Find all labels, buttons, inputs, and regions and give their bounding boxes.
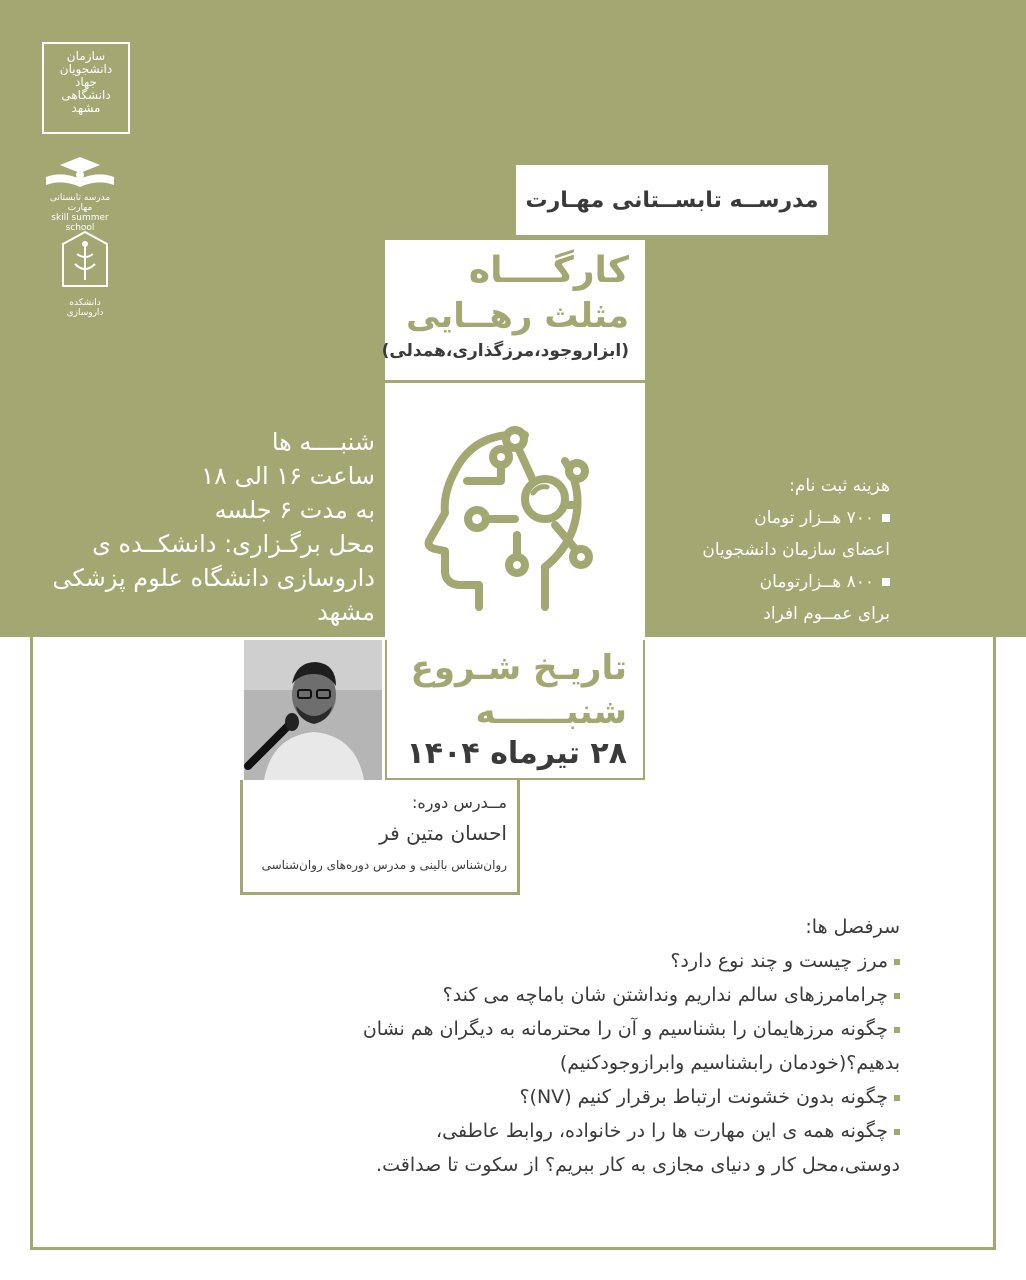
teacher-photo <box>244 640 382 780</box>
topic-text: مرز چیست و چند نوع دارد؟ <box>670 950 888 972</box>
teacher-role: روان‌شناس بالینی و مدرس دوره‌های روان‌شناسی <box>261 858 507 872</box>
org-logo-line: مشهد <box>71 101 101 115</box>
schedule-line: به مدت ۶ جلسه <box>214 496 375 524</box>
topic-item <box>360 1012 900 1080</box>
fee-audience: اعضای سازمان دانشجویان <box>702 540 890 560</box>
teacher-box <box>240 780 520 895</box>
summer-school-caption-en: skill summer school <box>51 213 109 233</box>
faculty-caption: دانشکده داروسازی <box>66 298 104 318</box>
teacher-label: مــدرس دوره: <box>411 793 507 812</box>
bullet-icon <box>882 578 890 586</box>
start-label: تاریـخ شـروع <box>410 648 627 688</box>
teacher-name: احسان متین فر <box>379 821 507 845</box>
bullet-icon <box>894 959 900 965</box>
bullet-icon <box>894 1095 900 1101</box>
workshop-box <box>381 240 645 380</box>
fee-amount-text: ۸۰۰ هــزارتومان <box>759 572 874 592</box>
bullet-icon <box>894 993 900 999</box>
summer-school-logo <box>40 155 120 233</box>
school-title-box <box>516 165 828 235</box>
university-emblem-icon <box>57 230 113 290</box>
topic-item <box>360 944 900 978</box>
schedule-line: محل برگـزاری: دانشکــده ی <box>92 530 375 558</box>
fee-audience: برای عمــوم افراد <box>763 604 890 624</box>
fee-amount-text: ۷۰۰ هــزار تومان <box>754 508 874 528</box>
schedule-line: داروسازی دانشگاه علوم پزشکی <box>52 564 375 592</box>
summer-school-caption: مدرسه تابستانی مهارت <box>49 193 111 213</box>
topics-title: سرفصل ها: <box>805 916 900 938</box>
bullet-icon <box>894 1027 900 1033</box>
faculty-logo <box>50 230 120 320</box>
schedule-block <box>40 425 375 629</box>
workshop-label: کارگــــاه <box>468 250 629 291</box>
workshop-title: مثلث رهــایی <box>406 296 629 336</box>
fees-title: هزینه ثبت نام: <box>789 476 890 496</box>
org-logo <box>42 42 130 134</box>
org-logo-line: دانشگاهی <box>61 88 111 102</box>
topic-text: چگونه همه ی این مهارت ها را در خانواده، روابط عاطفی، دوستی،محل کار و دنیای مجازی به کار ببریم؟ از سکوت تا صداقت. <box>376 1120 900 1176</box>
topic-text: چگونه بدون خشونت ارتباط برقرار کنیم (NV)؟ <box>519 1086 888 1108</box>
org-logo-line: دانشجویان <box>59 62 113 76</box>
person-icon <box>244 640 382 780</box>
topic-text: چرامامرزهای سالم نداریم ونداشتن شان باماچه می کند؟ <box>442 984 888 1006</box>
topic-text: چگونه مرزهایمان را بشناسیم و آن را محترمانه به دیگران هم نشان بدهیم؟(خودمان رابشناسیم وابرازوجودکنیم) <box>362 1018 900 1074</box>
head-icon-box <box>385 383 645 638</box>
org-logo-line: جهاد <box>75 75 97 89</box>
bullet-icon <box>894 1129 900 1135</box>
start-date-box <box>385 640 645 780</box>
book-cap-icon <box>42 155 118 189</box>
topic-item <box>360 1080 900 1114</box>
org-logo-line: سازمان <box>66 49 106 63</box>
start-date: ۲۸ تیرماه ۱۴۰۴ <box>406 736 627 771</box>
head-network-icon <box>405 401 625 621</box>
schedule-line: مشهد <box>317 598 375 626</box>
fees-block <box>655 470 890 630</box>
schedule-line: ساعت ۱۶ الی ۱۸ <box>201 462 375 490</box>
topics-block <box>360 910 900 1182</box>
schedule-line: شنبــــه ها <box>271 428 375 456</box>
fee-amount <box>655 502 890 534</box>
bullet-icon <box>882 514 890 522</box>
start-day: شنبــــــه <box>475 692 627 732</box>
fee-amount <box>655 566 890 598</box>
topic-item <box>360 978 900 1012</box>
topic-item <box>360 1114 900 1182</box>
school-title: مدرســه تابســتانی مهـارت <box>525 187 819 213</box>
workshop-subtitle: (ابزاروجود،مرزگذاری،همدلی) <box>381 341 629 361</box>
